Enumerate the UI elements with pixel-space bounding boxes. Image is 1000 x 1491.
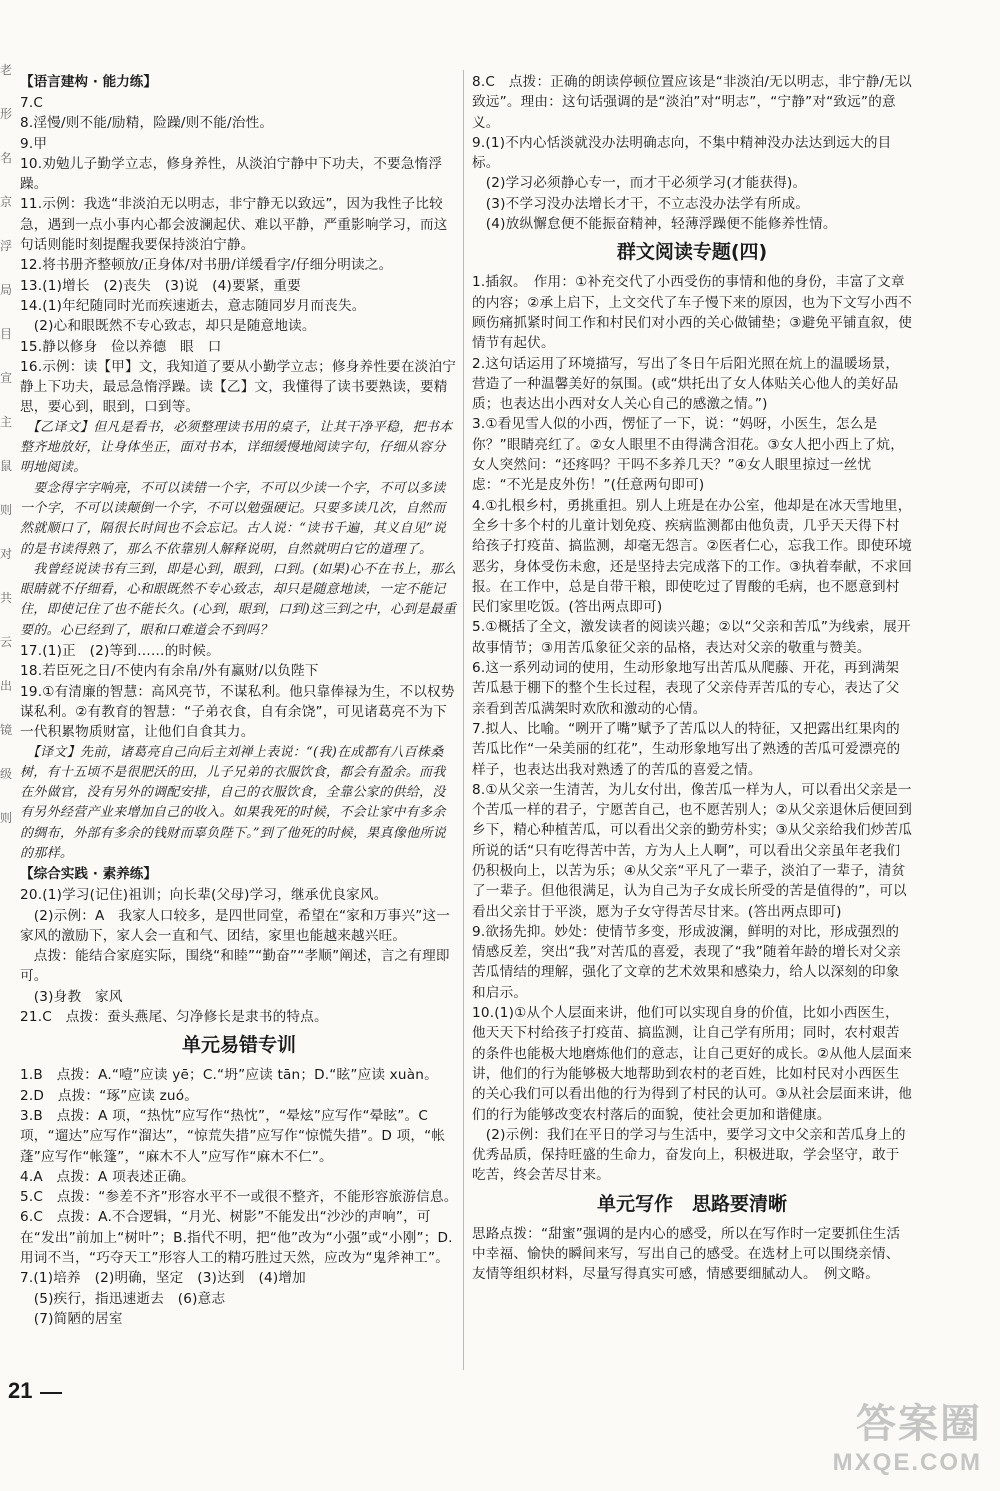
column-divider — [463, 70, 464, 1370]
answer-item: 1.插叙。 作用：①补充交代了小西受伤的事情和他的身份，丰富了文章的内容；②承上启下，上文交代了车子慢下来的原因，也为下文写小西不顾伤痛抓紧时间工作和村民们对小西的关心做铺垫；③避免平铺直叙，使情节有起伏。 — [472, 274, 912, 352]
answer-item: 8.①从父亲一生清苦，为儿女付出，像苦瓜一样为人，可以看出父亲是一个苦瓜一样的君子，宁愿苦自己，也不愿苦别人；②从父亲退休后便回到乡下，精心种植苦瓜，可以看出父亲的勤劳朴实；③从父亲给我们炒苦瓜所说的话“只有吃得苦中苦，方为人上人啊”，可以看出父亲虽年老我们仍积极向上，以苦为乐；④从父亲“平凡了一辈子，淡泊了一辈子，清贫了一辈子。但他很满足，认为自己为子女成长所受的苦是值得的”，可以看出父亲甘于平淡，愿为子女守得苦尽甘来。(答出两点即可) — [472, 781, 912, 920]
answer-item: (7)简陋的居室 — [20, 1310, 123, 1327]
answer-item: (3)不学习没办法增长才干，不立志没办法学有所成。 — [472, 195, 810, 212]
subsection-label: 【语言建构 · 能力练】 — [20, 74, 157, 90]
edge-char: 主 — [0, 415, 13, 429]
edge-char: 老 — [0, 63, 13, 77]
edge-char: 京 — [0, 195, 13, 209]
answer-item: (5)疾行，指迅速逝去 (6)意志 — [20, 1290, 226, 1307]
answer-item: 7.(1)培养 (2)明确，坚定 (3)达到 (4)增加 — [20, 1270, 306, 1287]
answer-item: (2)学习必须静心专一，而才干必须学习(才能获得)。 — [472, 175, 807, 192]
edge-char: 形 — [0, 107, 13, 121]
edge-char: 云 — [0, 635, 13, 649]
answer-item: 思路点拨：“甜蜜”强调的是内心的感受，所以在写作时一定要抓住生活中幸福、愉快的瞬间来写，写出自己的感受。在选材上可以围绕亲情、友情等组织材料，尽量写得真实可感，情感要细腻动人。 例文略。 — [472, 1225, 901, 1283]
answer-item: (4)放纵懈怠便不能振奋精神，轻薄浮躁便不能修养性情。 — [472, 216, 837, 233]
page-number-rule — [40, 1392, 62, 1394]
edge-char: 目 — [0, 327, 13, 341]
answer-item: 5.C 点拨：“参差不齐”形容水平不一或很不整齐，不能形容旅游信息。 — [20, 1189, 458, 1206]
answer-item: 8.C 点拨：正确的朗读停顿位置应该是“非淡泊/无以明志，非宁静/无以致远”。理由：这句话强调的是“淡泊”对“明志”，“宁静”对“致远”的意义。 — [472, 74, 912, 131]
answer-item: 9.甲 — [20, 135, 48, 152]
answer-item: (2)示例：A 我家人口较多，是四世同堂，希望在“家和万事兴”这一家风的激励下，家人会一直和气、团结，家里也能越来越兴旺。 — [20, 907, 451, 944]
answer-item: 9.欲扬先抑。妙处：使情节多变，形成波澜，鲜明的对比，形成强烈的情感反差，突出“我”对苦瓜的喜爱，表现了“我”随着年龄的增长对父亲苦瓜情结的理解，强化了文章的艺术效果和感染力，给人以深刻的印象和启示。 — [472, 923, 901, 1001]
translation-paragraph: 我曾经说读书有三到，即是心到，眼到，口到。(如果)心不在书上，那么眼睛就不仔细看，心和眼既然不专心致志，却只是随意地读，一定不能记住，即使记住了也不能长久。(心到，眼到，口到)这三到之中，心到是最重要的。心已经到了，眼和口难道会不到吗？ — [20, 561, 457, 638]
answer-item: 20.(1)学习(记住)祖训；向长辈(父母)学习，继承优良家风。 — [20, 887, 388, 904]
answer-item: 7.拟人、比喻。“咧开了嘴”赋予了苦瓜以人的特征，又把露出红果肉的苦瓜比作“一朵美丽的红花”，生动形象地写出了熟透的苦瓜可爱漂亮的样子，也表达出我对熟透了的苦瓜的喜爱之情。 — [472, 720, 901, 778]
answer-item: 13.(1)增长 (2)丧失 (3)说 (4)要紧，重要 — [20, 277, 301, 294]
section-heading: 单元易错专训 — [181, 1034, 296, 1057]
answer-item: 15.静以修身 俭以养德 眼 口 — [20, 338, 222, 355]
answer-item: (2)示例：我们在平日的学习与生活中，要学习文中父亲和苦瓜身上的优秀品质，保持旺盛的生命力，奋发向上，积极进取，学会坚守，敢于吃苦，终会苦尽甘来。 — [472, 1126, 906, 1184]
right-column — [472, 72, 912, 1285]
answer-item: 17.(1)正 (2)等到……的时候。 — [20, 643, 220, 660]
answer-item: 6.C 点拨：A.不合逻辑，“月光、树影”不能发出“沙沙的声响”，可在“发出”前加上“树叶”；B.指代不明，把“他”改为“小强”或“小刚”；D.用词不当，“巧夺天工”形容人工的精巧胜过天然，应改为“鬼斧神工”。 — [20, 1209, 453, 1267]
answer-item: 8.淫慢/则不能/励精，险躁/则不能/治性。 — [20, 115, 274, 132]
edge-char: 则 — [0, 503, 13, 517]
watermark-logo-text: 答案圈 — [856, 1401, 982, 1447]
answer-item: 21.C 点拨：蚕头燕尾、匀净修长是隶书的特点。 — [20, 1009, 328, 1026]
answer-item: 4.A 点拨：A 项表述正确。 — [20, 1168, 195, 1185]
translation-paragraph: 【译文】先前，诸葛亮自己向后主刘禅上表说：“(我)在成都有八百株桑树，有十五顷不是很肥沃的田，儿子兄弟的衣服饮食，都会有盈余。而我在外做官，没有另外的调配安排，自己的衣服饮食，全靠公家的供给，没有另外经营产业来增加自己的收入。如果我死的时候，不会让家中有多余的绸布，外部有多余的钱财而辜负陛下。”到了他死的时候，果真像他所说的那样。 — [20, 744, 447, 861]
edge-char: 对 — [0, 547, 13, 561]
translation-paragraph: 【乙译文】但凡是看书，必须整理读书用的桌子，让其干净平稳，把书本整齐地放好，让身体坐正，面对书本，详细缓慢地阅读字句，仔细从容分明地阅读。 — [20, 419, 453, 476]
answer-item: 11.示例：我选“非淡泊无以明志，非宁静无以致远”，因为我性子比较急，遇到一点小事内心都会波澜起伏、难以平静，严重影响学习，而这句话则能时刻提醒我要保持淡泊宁静。 — [20, 196, 448, 254]
answer-item: 9.(1)不内心恬淡就没办法明确志向，不集中精神没办法达到远大的目标。 — [472, 134, 892, 172]
left-column — [20, 72, 458, 1329]
edge-char: 宣 — [0, 371, 13, 385]
section-heading: 群文阅读专题(四) — [616, 241, 768, 264]
edge-char: 出 — [0, 679, 13, 693]
answer-item: (2)心和眼既然不专心致志，却只是随意地读。 — [20, 318, 316, 335]
answer-item: 1.B 点拨：A.“噎”应读 yē；C.“坍”应读 tān；D.“眩”应读 xuàn。 — [20, 1067, 438, 1084]
answer-item: 10.劝勉儿子勤学立志，修身养性，从淡泊宁静中下功夫，不要急惰浮躁。 — [20, 155, 443, 193]
edge-char: 级 — [0, 767, 13, 781]
answer-item: 点拨：能结合家庭实际，围绕“和睦”“勤奋”“孝顺”阐述，言之有理即可。 — [20, 948, 450, 985]
subsection-label: 【综合实践 · 素养练】 — [20, 866, 157, 883]
answer-item: 2.D 点拨：“琢”应读 zuó。 — [20, 1087, 199, 1104]
edge-char: 则 — [0, 811, 13, 825]
answer-item: 18.若臣死之日/不使内有余帛/外有赢财/以负陛下 — [20, 663, 319, 680]
translation-paragraph: 要念得字字响亮，不可以读错一个字，不可以少读一个字，不可以多读一个字，不可以读颠倒一个字，不可以勉强硬记。只要多读几次，自然而然就顺口了，隔很长时间也不会忘记。古人说：“读书千遍，其义自见”说的是书读得熟了，那么不依靠别人解释说明，自然就明白它的道理了。 — [20, 480, 447, 557]
answer-item: 10.(1)①从个人层面来讲，他们可以实现自身的价值，比如小西医生，他天天下村给孩子打疫苗、搞监测，让自己学有所用；同时，农村艰苦的条件也能极大地磨炼他们的意志，让自己更好的成长。②从他人层面来讲，他们的行为能够极大地帮助到农村的老百姓，比如村民对小西医生的关心我们可以看出他的行为得到了村民的认可。③从社会层面来讲，他们的行为能够改变农村落后的面貌，使社会更加和谐健康。 — [472, 1005, 912, 1123]
answer-item: 6.这一系列动词的使用，生动形象地写出苦瓜从爬藤、开花，再到满架苦瓜悬于棚下的整个生长过程，表现了父亲侍弄苦瓜的专心，表达了父亲看到苦瓜满架时欢欣和激动的心情。 — [472, 660, 900, 717]
answer-item: 3.①看见雪人似的小西，愣怔了一下，说：“妈呀，小医生，怎么是你？”眼睛亮红了。②女人眼里不由得满含泪花。③女人把小西上了炕，女人突然问：“还疼吗？干吗不多养几天？”④女人眼里掠过一丝忧虑：“不光是皮外伤！”(任意两句即可) — [472, 416, 905, 494]
section-heading: 单元写作 思路要清晰 — [596, 1192, 787, 1215]
answer-item: 14.(1)年纪随同时光而疾速逝去，意志随同岁月而丧失。 — [20, 297, 366, 314]
answer-item: 12.将书册齐整顿放/正身体/对书册/详缓看字/仔细分明读之。 — [20, 257, 393, 274]
edge-char: 镜 — [0, 723, 13, 737]
edge-char: 浮 — [0, 239, 13, 253]
watermark — [833, 1392, 982, 1477]
answer-item: 3.B 点拨：A 项，“热忱”应写作“热忱”，“晕炫”应写作“晕眩”。C 项，“遛达”应写作“溜达”，“惊荒失措”应写作“惊慌失措”。D 项，“帐蓬”应写作“帐篷”，“麻木不人”应写作“麻木不仁”。 — [20, 1107, 446, 1165]
answer-item: (3)身教 家风 — [20, 988, 123, 1005]
answer-item: 2.这句话运用了环境描写，写出了冬日午后阳光照在炕上的温暖场景，营造了一种温馨美好的氛围。(或“烘托出了女人体贴关心他人的美好品质；也表达出小西对女人关心自己的感激之情。”) — [472, 355, 900, 413]
left-edge-fragment — [0, 60, 16, 1380]
page-number: 21 — [8, 1378, 33, 1403]
watermark-url: MXQE.COM — [832, 1449, 982, 1476]
answer-item: 4.①扎根乡村，勇挑重担。别人上班是在办公室，他却是在冰天雪地里，全乡十多个村的儿童计划免疫、疾病监测都由他负责，几乎天天得下村给孩子打疫苗、搞监测，却毫无怨言。②医者仁心，忘我工作。即使环境恶劣，身体受伤未愈，还是坚持去完成落下的工作。③执着奉献，不求回报。在工作中，总是自带干粮，即使吃过了胃酸的毛病，也不愿意到村民们家里吃饭。(答出两点即可) — [472, 497, 912, 616]
answer-item: 16.示例：读【甲】文，我知道了要从小勤学立志；修身养性要在淡泊宁静上下功夫，最忌急惰浮躁。读【乙】文，我懂得了读书要熟读，要精思，要心到，眼到，口到等。 — [20, 358, 457, 416]
answer-item: 5.①概括了全文，激发读者的阅读兴趣；②以“父亲和苦瓜”为线索，展开故事情节；③用苦瓜象征父亲的品格，表达对父亲的敬重与赞美。 — [472, 619, 911, 656]
edge-char: 鼠 — [0, 459, 13, 473]
answer-item: 7.C — [20, 95, 44, 111]
answer-item: 19.①有清廉的智慧：高风亮节，不谋私利。他只靠俸禄为生，不以权势谋私利。②有教育的智慧：“子弟衣食，自有余饶”，可见诸葛亮不为下一代积累物质财富，让他们自食其力。 — [20, 683, 455, 741]
edge-char: 局 — [0, 283, 13, 297]
edge-char: 共 — [0, 591, 13, 605]
edge-char: 名 — [0, 151, 13, 165]
